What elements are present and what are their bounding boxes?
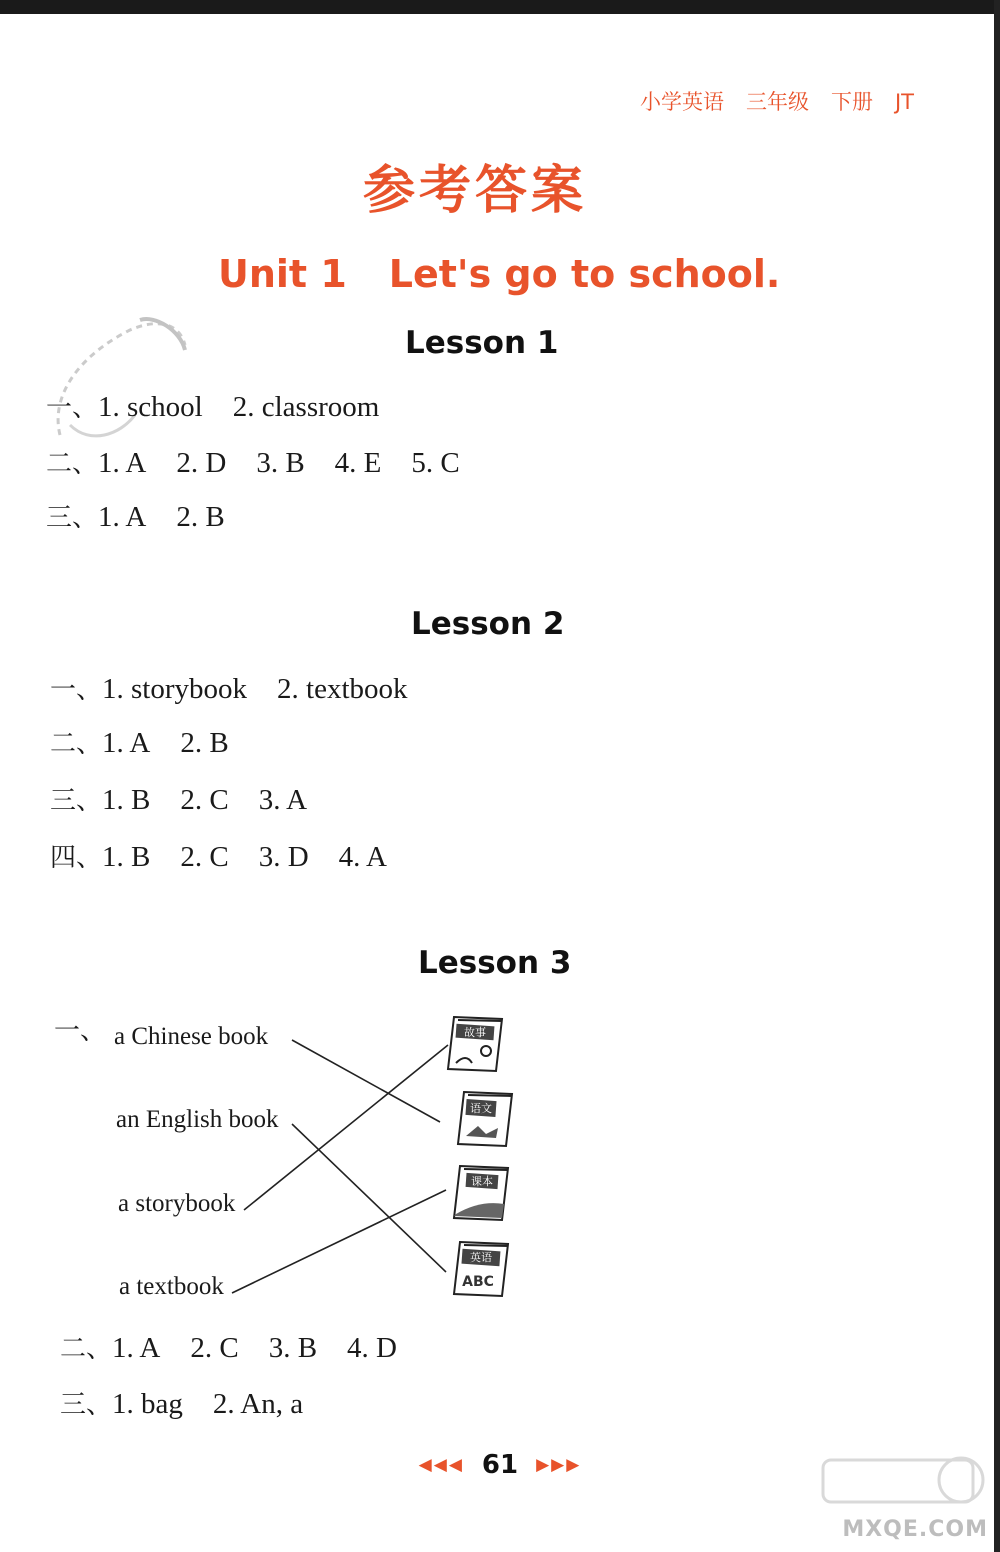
svg-text:ABC: ABC bbox=[462, 1274, 494, 1290]
answer-item: 1. storybook bbox=[102, 673, 248, 705]
answer-item: 1. B bbox=[102, 841, 151, 873]
answer-item: 2. textbook bbox=[277, 673, 408, 705]
icon-text: 英语 bbox=[470, 1251, 492, 1264]
answer-item: 1. A bbox=[98, 501, 147, 533]
answer-item: 2. classroom bbox=[232, 391, 380, 423]
match-line bbox=[292, 1124, 446, 1272]
answer-item: 1. A bbox=[102, 727, 151, 759]
answer-item: 4. D bbox=[347, 1332, 397, 1364]
header-grade: 三年级 bbox=[745, 90, 809, 114]
header-subject: 小学英语 bbox=[639, 90, 724, 114]
icon-text: 课本 bbox=[471, 1175, 493, 1188]
section-label: 三、 bbox=[50, 786, 103, 816]
textbook-icon bbox=[452, 1164, 510, 1222]
answer-item: 2. C bbox=[190, 1332, 239, 1364]
answer-item: 3. A bbox=[258, 784, 308, 816]
answer-item: 2. C bbox=[180, 784, 229, 816]
answer-item: 2. C bbox=[180, 841, 229, 873]
answer-item: 1. bag bbox=[112, 1388, 183, 1420]
unit-number: Unit 1 bbox=[218, 252, 347, 296]
icon-text: 语文 bbox=[470, 1102, 492, 1115]
section-label: 二、 bbox=[50, 729, 103, 759]
answer-item: 2. B bbox=[176, 501, 225, 533]
section-label: 三、 bbox=[46, 503, 99, 533]
lesson-2-title: Lesson 2 bbox=[411, 606, 565, 642]
section-label: 一、 bbox=[54, 1016, 107, 1046]
answer-item: 1. B bbox=[102, 784, 151, 816]
answer-item: 2. An, a bbox=[212, 1388, 304, 1420]
match-line bbox=[292, 1040, 440, 1122]
left-arrows-icon: ◀◀◀ bbox=[418, 1455, 464, 1475]
lesson-3-title: Lesson 3 bbox=[418, 945, 572, 981]
unit-name: Let's go to school. bbox=[388, 252, 781, 296]
lesson-3-section-3 bbox=[60, 1384, 333, 1421]
section-label: 三、 bbox=[60, 1390, 113, 1420]
watermark-text: MXQE.COM bbox=[842, 1517, 988, 1542]
lesson-3-section-2 bbox=[60, 1328, 427, 1365]
match-left-item: a textbook bbox=[119, 1273, 224, 1300]
answer-item: 3. B bbox=[256, 447, 305, 479]
match-left-item: an English book bbox=[116, 1106, 279, 1133]
section-label: 二、 bbox=[60, 1334, 113, 1364]
lesson-1-title: Lesson 1 bbox=[405, 325, 559, 361]
section-label: 四、 bbox=[50, 843, 103, 873]
match-left-item: a Chinese book bbox=[114, 1023, 269, 1050]
right-arrows-icon: ▶▶▶ bbox=[536, 1455, 582, 1475]
section-label: 一、 bbox=[50, 675, 103, 705]
section-label: 二、 bbox=[46, 449, 99, 479]
answer-item: 2. B bbox=[180, 727, 229, 759]
section-label: 一、 bbox=[46, 393, 99, 423]
header-edition: JT bbox=[894, 90, 914, 114]
page-title: 参考答案 bbox=[362, 161, 587, 221]
icon-text: 故事 bbox=[464, 1026, 486, 1039]
answer-item: 5. C bbox=[411, 447, 460, 479]
storybook-icon bbox=[446, 1015, 504, 1073]
answer-item: 1. school bbox=[98, 391, 203, 423]
answer-item: 1. A bbox=[112, 1332, 161, 1364]
answer-item: 3. D bbox=[258, 841, 309, 873]
answer-item: 2. D bbox=[176, 447, 227, 479]
page-number: 61 bbox=[481, 1450, 519, 1480]
english-book-icon bbox=[452, 1240, 510, 1298]
chinese-book-icon bbox=[456, 1090, 514, 1148]
answer-item: 1. A bbox=[98, 447, 147, 479]
answer-item: 4. A bbox=[338, 841, 387, 873]
header-volume: 下册 bbox=[830, 90, 873, 114]
answer-item: 3. B bbox=[268, 1332, 318, 1364]
answer-item: 4. E bbox=[334, 447, 382, 479]
match-left-item: a storybook bbox=[118, 1190, 236, 1217]
